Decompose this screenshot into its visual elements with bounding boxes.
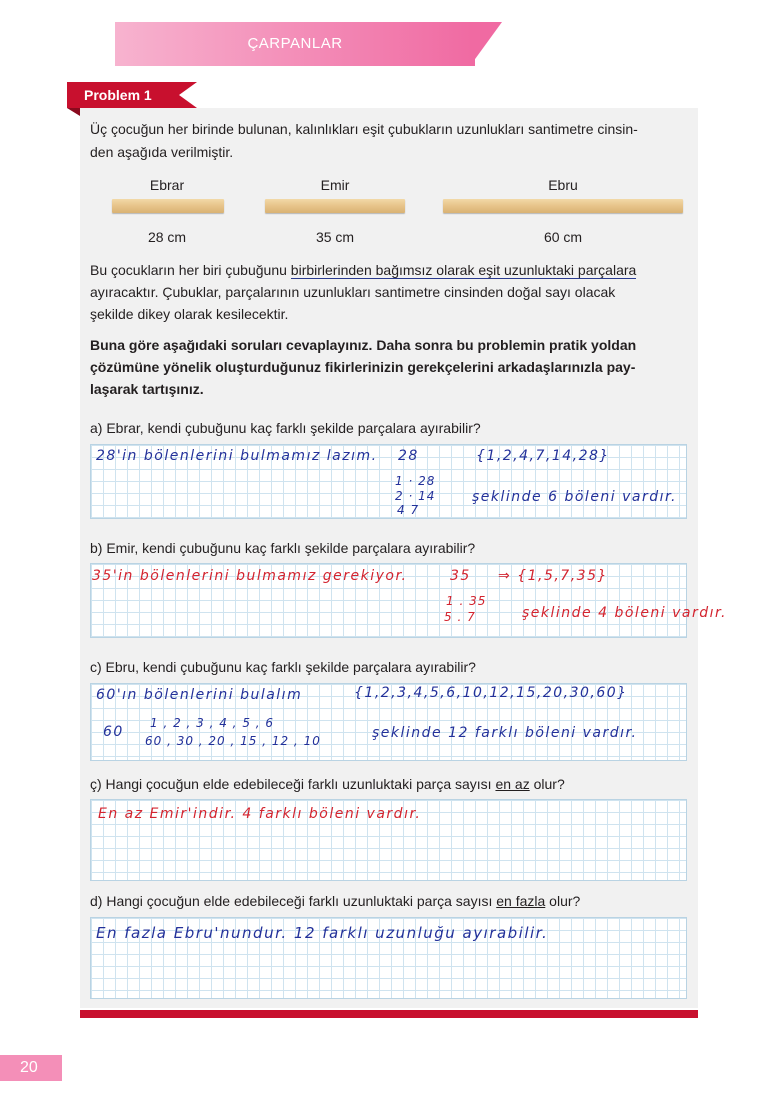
answer-a-pair-1: 1 · 28 (395, 474, 436, 488)
answer-b-pair-1: 1 . 35 (446, 594, 487, 608)
answer-a-divisor-set: {1,2,4,7,14,28} (476, 448, 610, 464)
problem-tag-fold (67, 108, 80, 116)
paragraph-line-1 (90, 259, 636, 281)
stick-ebrar (112, 199, 224, 213)
answer-a-number: 28 (398, 448, 419, 464)
question-b: b) Emir, kendi çubuğunu kaç farklı şekilde parçalara ayırabilir? (90, 540, 476, 556)
question-c-cedilla-c: olur? (529, 776, 565, 792)
question-d-emphasis: en fazla (496, 893, 546, 909)
stick-length-ebrar: 28 cm (147, 229, 187, 245)
answer-a-result: şeklinde 6 böleni vardır. (472, 489, 677, 505)
stick-length-emir: 35 cm (315, 229, 355, 245)
answer-c-line-1: 60'ın bölenlerini bulalım (96, 687, 303, 703)
problem-tag: Problem 1 (67, 82, 179, 108)
intro-line-2: den aşağıda verilmiştir. (90, 144, 234, 160)
stick-emir (265, 199, 405, 213)
paragraph-line-1-a: Bu çocukların her biri çubuğunu (90, 262, 291, 278)
answer-c-row-1: 1 , 2 , 3 , 4 , 5 , 6 (150, 716, 275, 730)
stick-name-ebrar: Ebrar (149, 177, 185, 193)
answer-c-result: şeklinde 12 farklı böleni vardır. (372, 725, 638, 741)
question-a: a) Ebrar, kendi çubuğunu kaç farklı şekilde parçalara ayırabilir? (90, 420, 481, 436)
answer-b-number: 35 (450, 568, 471, 584)
paragraph-underlined-phrase: birbirlerinden bağımsız olarak eşit uzunluktaki parçalara (290, 262, 637, 278)
intro-line-1: Üç çocuğun her birinde bulunan, kalınlıkları eşit çubukların uzunlukları santimetre cinsin- (90, 121, 638, 137)
question-c-cedilla (90, 773, 565, 795)
answer-a-pair-3: 4 7 (397, 503, 420, 517)
answer-d: En fazla Ebru'nundur. 12 farklı uzunluğu ayırabilir. (96, 924, 549, 942)
answer-c-row-2: 60 , 30 , 20 , 15 , 12 , 10 (145, 734, 321, 748)
chapter-title: ÇARPANLAR (247, 35, 343, 52)
answer-c-sixty: 60 (103, 724, 124, 740)
stick-name-ebru: Ebru (548, 177, 578, 193)
stick-length-ebru: 60 cm (543, 229, 583, 245)
question-d (90, 890, 580, 912)
question-c-cedilla-emphasis: en az (495, 776, 530, 792)
question-d-a: d) Hangi çocuğun elde edebileceği farklı uzunluktaki parça sayısı (90, 893, 497, 909)
question-d-c: olur? (545, 893, 581, 909)
problem-tag-tip (179, 82, 197, 108)
paragraph-line-2: ayıracaktır. Çubuklar, parçalarının uzunlukları santimetre cinsinden doğal sayı olacak (90, 284, 616, 300)
bold-instruction-3: laşarak tartışınız. (90, 381, 204, 397)
bold-instruction-1: Buna göre aşağıdaki soruları cevaplayınız. Daha sonra bu problemin pratik yoldan (90, 337, 637, 353)
paragraph-line-3: şekilde dikey olarak kesilecektir. (90, 306, 289, 322)
answer-a-line-1: 28'in bölenlerini bulmamız lazım. (96, 448, 378, 464)
question-c-cedilla-a: ç) Hangi çocuğun elde edebileceği farklı uzunluktaki parça sayısı (90, 776, 496, 792)
answer-b-result: şeklinde 4 böleni vardır. (522, 605, 727, 621)
answer-b-pair-2: 5 . 7 (444, 610, 476, 624)
question-c: c) Ebru, kendi çubuğunu kaç farklı şekilde parçalara ayırabilir? (90, 659, 476, 675)
stick-name-emir: Emir (320, 177, 350, 193)
answer-a-pair-2: 2 · 14 (395, 489, 436, 503)
page-number: 20 (0, 1055, 62, 1081)
answer-b-line-1: 35'in bölenlerini bulmamız gerekiyor. (92, 568, 408, 584)
stick-ebru (443, 199, 683, 213)
bold-instruction-2: çözümüne yönelik oluşturduğunuz fikirlerinizin gerekçelerini arkadaşlarınızla pay- (90, 359, 636, 375)
answer-c-cedilla: En az Emir'indir. 4 farklı böleni vardır. (98, 806, 422, 822)
answer-c-divisor-set: {1,2,3,4,5,6,10,12,15,20,30,60} (354, 685, 628, 701)
bottom-rule (80, 1010, 698, 1018)
answer-b-divisor-set: ⇒ {1,5,7,35} (498, 568, 608, 584)
